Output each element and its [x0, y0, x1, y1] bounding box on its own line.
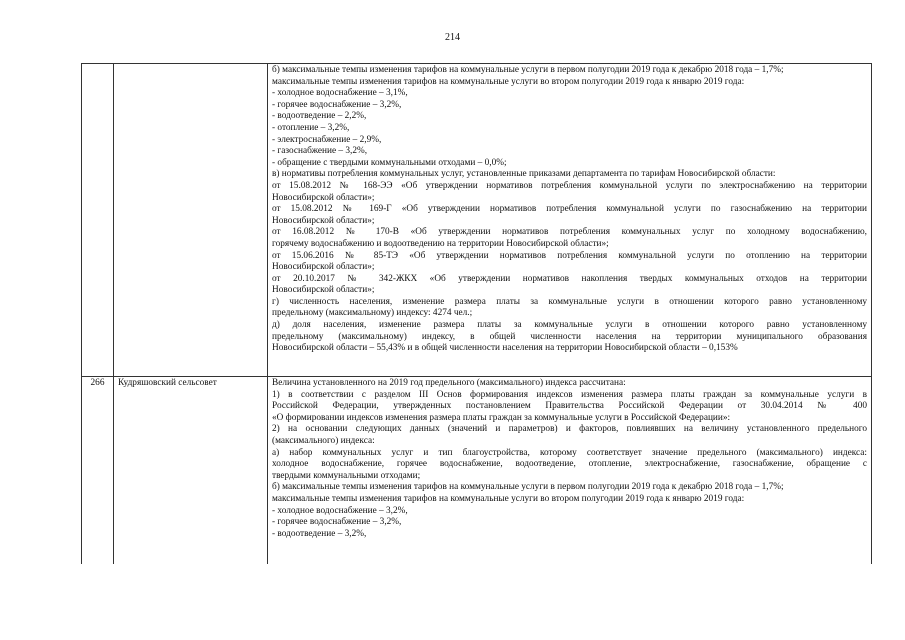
text-line: от 15.06.2016 № 85-ТЭ «Об утверждении нормативов потребления коммунальной услуги по отоплению на территории: [272, 250, 867, 261]
text-line: от 15.08.2012 № 168-ЭЭ «Об утверждении нормативов потребления коммунальной услуги по электроснабжению на территории: [272, 180, 867, 191]
page-number: 214: [445, 32, 460, 43]
text-line: холодное водоснабжение, горячее водоснабжение, водоотведение, отопление, электроснабжение, газоснабжение, обращение с: [272, 459, 867, 470]
text-line: - горячее водоснабжение – 3,2%,: [272, 517, 402, 528]
text-line: - отопление – 3,2%,: [272, 122, 350, 133]
text-line: - газоснабжение – 3,2%,: [272, 146, 368, 157]
text-line: Новосибирской области»;: [272, 285, 375, 296]
text-line: максимальные темпы изменения тарифов на коммунальные услуги во втором полугодии 2019 года к январю 2019 года:: [272, 493, 745, 504]
text-line: - горячее водоснабжение – 3,2%,: [272, 99, 402, 110]
text-line: - водоотведение – 3,2%,: [272, 528, 367, 539]
text-line: Российской Федерации, утвержденных постановлением Правительства Российской Федерации от 30.04.2014 № 400: [272, 401, 867, 412]
table-row: [82, 64, 872, 377]
text-line: Новосибирской области – 55,43% и в общей численности населения на территории Новосибирской области – 0,153%: [272, 343, 738, 354]
table-row: [82, 377, 872, 565]
municipality-name-cell: Кудряшовский сельсовет: [114, 377, 268, 565]
text-line: 1) в соответствии с разделом III Основ формирования индексов изменения размера платы граждан за коммунальные услуги в: [272, 389, 867, 400]
text-line: - холодное водоснабжение – 3,1%,: [272, 88, 408, 99]
text-line: - электроснабжение – 2,9%,: [272, 134, 382, 145]
text-line: предельному (максимальному) индексу, в общей численности населения на территории муниципального образования: [272, 331, 867, 342]
text-line: - обращение с твердыми коммунальными отходами – 0,0%;: [272, 157, 507, 168]
row-text-cell: [268, 377, 872, 565]
text-line: (максимального) индекса:: [272, 435, 375, 446]
text-line: от 16.08.2012 № 170-В «Об утверждении нормативов потребления коммунальных услуг по холодному водоснабжению,: [272, 227, 867, 238]
text-line: максимальные темпы изменения тарифов на коммунальные услуги во втором полугодии 2019 года к январю 2019 года:: [272, 76, 745, 87]
row-text-cell: [268, 64, 872, 377]
text-line: твердыми коммунальными отходами;: [272, 470, 421, 481]
text-line: б) максимальные темпы изменения тарифов на коммунальные услуги в первом полугодии 2019 года к декабрю 2018 года – 1,7%;: [272, 482, 784, 493]
text-line: а) набор коммунальных услуг и тип благоустройства, которому соответствует значение предельного (максимального) индекса:: [272, 447, 867, 458]
text-line: - холодное водоснабжение – 3,2%,: [272, 505, 408, 516]
text-line: в) нормативы потребления коммунальных услуг, установленные приказами департамента по тарифам Новосибирской области:: [272, 169, 776, 180]
text-line: «О формировании индексов изменения размера платы граждан за коммунальные услуги в Российской Федерации»:: [272, 412, 731, 423]
text-line: г) численность населения, изменение размера платы за коммунальные услуги в отношении которого равно установленному: [272, 296, 867, 307]
text-line: д) доля населения, изменение размера платы за коммунальные услуги в отношении которого равно установленному: [272, 320, 867, 331]
text-line: Новосибирской области»;: [272, 192, 375, 203]
tariff-table: [81, 63, 872, 564]
municipality-name-cell: [114, 64, 268, 377]
row-number-cell: 266: [82, 377, 114, 565]
text-line: б) максимальные темпы изменения тарифов на коммунальные услуги в первом полугодии 2019 года к декабрю 2018 года – 1,7%;: [272, 65, 784, 75]
text-line: Новосибирской области»;: [272, 215, 375, 226]
text-line: - водоотведение – 2,2%,: [272, 111, 367, 122]
text-line: Новосибирской области»;: [272, 262, 375, 273]
text-line: горячему водоснабжению и водоотведению на территории Новосибирской области»;: [272, 238, 609, 249]
text-line: предельному (максимальному) индексу: 4274 чел.;: [272, 308, 473, 319]
text-line: от 20.10.2017 № 342-ЖКХ «Об утверждении нормативов накопления твердых коммунальных отходов на территории: [272, 273, 867, 284]
text-line: Величина установленного на 2019 год предельного (максимального) индекса рассчитана:: [272, 378, 626, 388]
row-number-cell: [82, 64, 114, 377]
text-line: от 15.08.2012 № 169-Г «Об утверждении нормативов потребления коммунальной услуги по газоснабжению на территории: [272, 204, 867, 215]
text-line: 2) на основании следующих данных (значений и параметров) и факторов, повлиявших на величину установленного предельного: [272, 424, 867, 435]
